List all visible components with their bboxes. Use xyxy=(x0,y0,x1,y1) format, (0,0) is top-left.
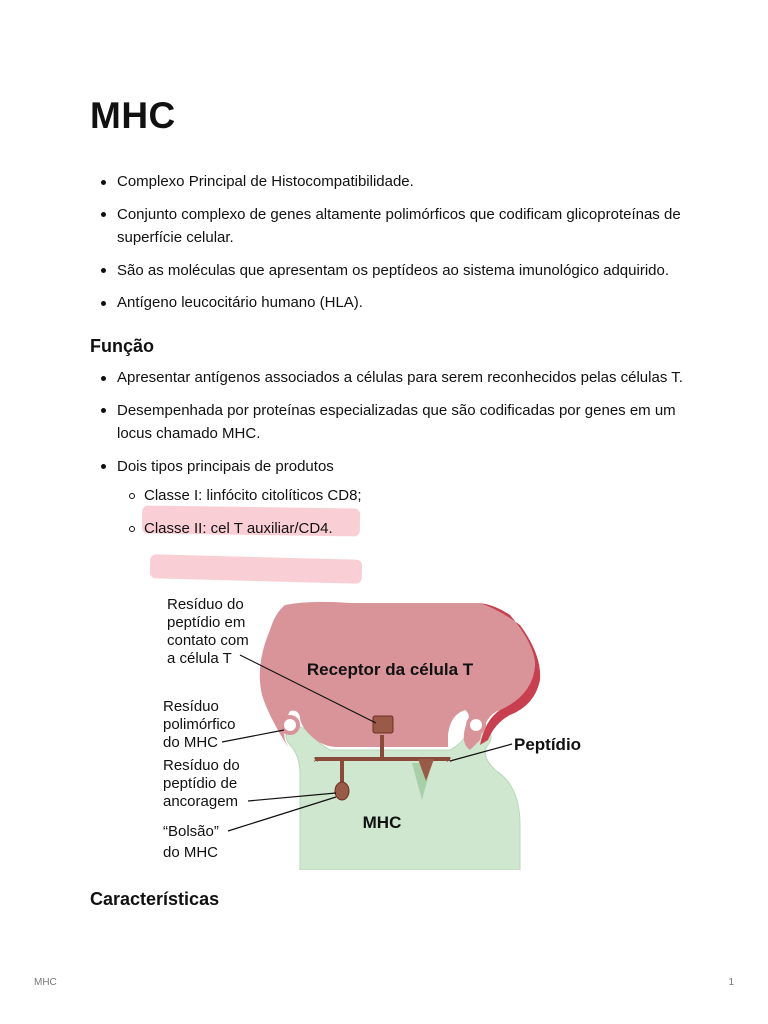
footer-page-number: 1 xyxy=(728,977,734,988)
svg-text:×: × xyxy=(446,755,452,766)
svg-text:“Bolsão”: “Bolsão” xyxy=(163,823,219,840)
svg-text:Resíduo do: Resíduo do xyxy=(163,757,240,774)
mhc-diagram xyxy=(150,585,640,870)
list-item xyxy=(117,455,687,541)
mhc-label: MHC xyxy=(362,813,402,832)
list-item: Desempenhada por proteínas especializadas que são codificadas por genes em um locus chamado MHC. xyxy=(117,399,687,446)
footer-doc-title: MHC xyxy=(34,977,57,988)
list-item: Antígeno leucocitário humano (HLA). xyxy=(117,291,687,315)
section-heading-funcao: Função xyxy=(90,336,155,356)
sub-list-item: Classe I: linfócito citolíticos CD8; xyxy=(144,484,687,508)
peptide-label: Peptídio xyxy=(514,735,582,754)
svg-text:ancoragem: ancoragem xyxy=(163,793,239,810)
receptor-label: Receptor da célula T xyxy=(306,660,474,679)
svg-text:peptídio em: peptídio em xyxy=(167,614,246,631)
svg-text:do MHC: do MHC xyxy=(163,734,219,751)
list-item: Complexo Principal de Histocompatibilidade. xyxy=(117,170,687,194)
list-item-text: Dois tipos principais de produtos xyxy=(117,457,334,475)
intro-list xyxy=(90,170,687,324)
funcao-list xyxy=(90,366,687,549)
svg-text:Resíduo: Resíduo xyxy=(163,698,219,715)
page-title: MHC xyxy=(90,95,176,136)
svg-text:contato com: contato com xyxy=(167,632,249,649)
label-contact-residue xyxy=(167,596,249,667)
mhc-shape xyxy=(286,726,520,870)
label-mhc-pocket xyxy=(163,823,219,861)
label-anchor-residue xyxy=(163,757,240,810)
svg-text:Resíduo do: Resíduo do xyxy=(167,596,244,613)
svg-text:do MHC: do MHC xyxy=(163,844,219,861)
list-item: Conjunto complexo de genes altamente polimórficos que codificam glicoproteínas de superfície celular. xyxy=(117,203,687,250)
list-item: São as moléculas que apresentam os peptídeos ao sistema imunológico adquirido. xyxy=(117,259,687,283)
svg-text:×: × xyxy=(313,755,319,766)
svg-text:polimórfico: polimórfico xyxy=(163,716,236,733)
svg-text:a célula T: a célula T xyxy=(167,650,232,667)
label-polymorphic-residue xyxy=(163,698,236,751)
section-heading-caracteristicas: Características xyxy=(90,889,220,909)
svg-text:peptídio de: peptídio de xyxy=(163,775,238,792)
highlight-mark xyxy=(150,554,363,584)
list-item: Apresentar antígenos associados a células para serem reconhecidos pelas células T. xyxy=(117,366,687,390)
sub-list xyxy=(117,484,687,540)
sub-list-item: Classe II: cel T auxiliar/CD4. xyxy=(144,517,687,541)
